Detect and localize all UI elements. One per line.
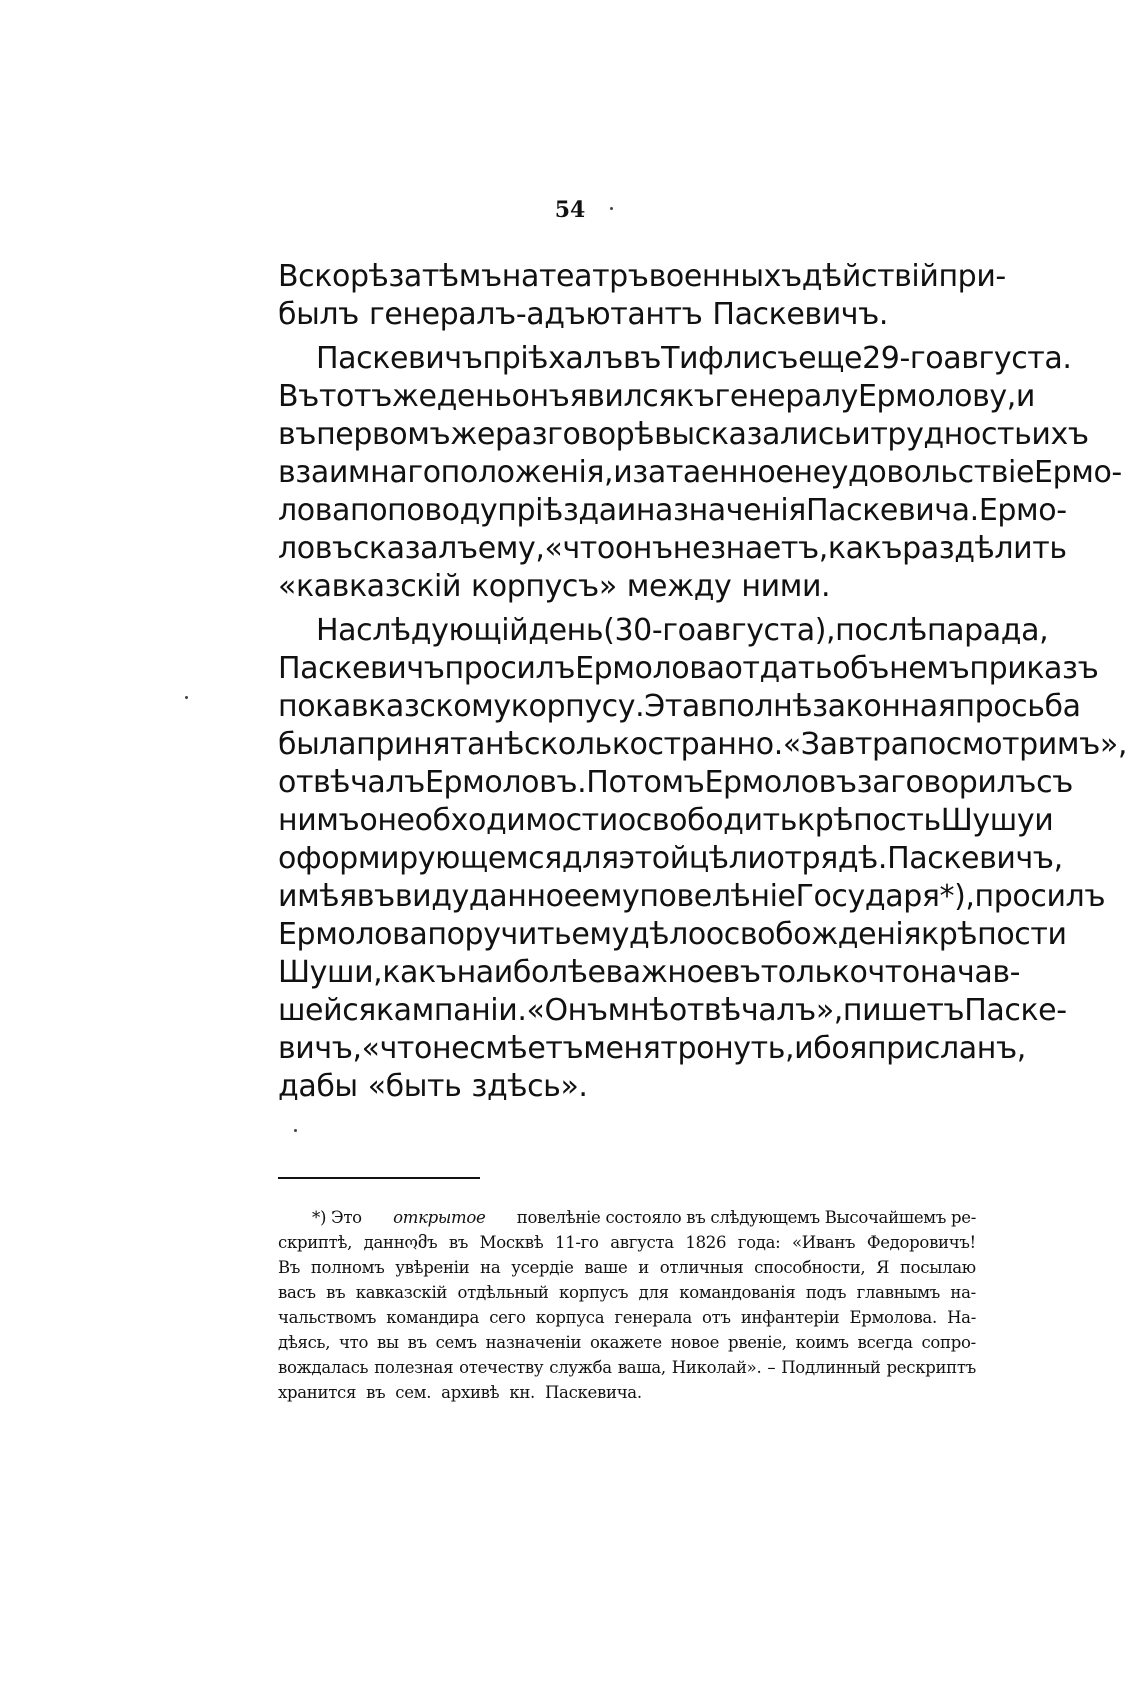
word: «что — [544, 531, 615, 566]
word: положенія, — [440, 455, 614, 490]
word: и — [1034, 803, 1054, 838]
word: что — [339, 1333, 369, 1352]
footnote-line — [278, 1330, 976, 1355]
word: «кавказскій — [278, 569, 462, 604]
word: вичъ, — [278, 1031, 362, 1066]
word: разговорѣ — [494, 417, 655, 452]
word: августа — [610, 1233, 674, 1252]
word: 29-го — [862, 341, 944, 376]
word: ихъ — [1031, 417, 1089, 452]
word: скриптѣ, — [278, 1233, 353, 1252]
word: Ермо- — [1034, 455, 1122, 490]
text-line — [278, 296, 978, 334]
text-line — [278, 340, 1072, 378]
word: знаетъ, — [710, 531, 828, 566]
word: Паскевичъ — [316, 341, 483, 376]
word: и — [616, 493, 636, 528]
word: Подлинный — [781, 1358, 881, 1377]
word: была — [278, 727, 357, 762]
word: посылаю — [899, 1258, 976, 1277]
word: цѣли — [688, 841, 767, 876]
word: заговорилъ — [856, 765, 1037, 800]
word: кн. — [509, 1383, 535, 1402]
word: служба — [549, 1358, 612, 1377]
word: «Иванъ — [791, 1233, 856, 1252]
word: нѣсколько — [485, 727, 648, 762]
word: назначеніи — [485, 1333, 582, 1352]
word: лова — [278, 493, 350, 528]
word: объ — [832, 651, 890, 686]
word: сопро- — [921, 1333, 976, 1352]
word: день — [436, 379, 512, 414]
text-line — [278, 726, 1127, 764]
word: виду — [394, 879, 469, 914]
word: затѣмъ — [388, 259, 502, 294]
word: корпусъ — [559, 1283, 629, 1302]
word: присланъ, — [866, 1031, 1026, 1066]
word: ваше — [584, 1258, 628, 1277]
word: слѣдующій — [356, 613, 529, 648]
word: «быть — [367, 1069, 462, 1104]
word: трудность — [870, 417, 1032, 452]
text-line — [278, 840, 1063, 878]
word: дѣйствій — [801, 259, 939, 294]
word: сем. — [395, 1383, 432, 1402]
word: ему — [581, 879, 640, 914]
word: нимъ — [278, 803, 360, 838]
word: день — [528, 613, 604, 648]
word: только — [760, 955, 868, 990]
word: пріѣхалъ — [482, 341, 623, 376]
word: не — [672, 531, 711, 566]
word: при- — [938, 259, 1006, 294]
word: какъ — [827, 531, 903, 566]
word: онъ — [511, 379, 570, 414]
word: новое — [670, 1333, 720, 1352]
word: дабы — [278, 1069, 358, 1104]
text-line — [278, 258, 1006, 296]
word: корпусъ» — [471, 569, 617, 604]
word: былъ — [278, 297, 359, 332]
text-line — [278, 688, 1081, 726]
word: на- — [950, 1283, 976, 1302]
word: дѣясь, — [278, 1333, 331, 1352]
word: тотъ — [318, 379, 392, 414]
word: отдать — [724, 651, 833, 686]
word: отрядѣ. — [766, 841, 888, 876]
word: крѣпость — [796, 803, 941, 838]
word: отличныя — [659, 1258, 744, 1277]
word: Ермоловъ. — [424, 765, 587, 800]
footnote-line — [278, 1230, 976, 1255]
word: рескриптъ — [886, 1358, 976, 1377]
word: имѣя — [278, 879, 357, 914]
word: въ — [366, 1383, 386, 1402]
word: вождалась — [278, 1358, 369, 1377]
word: формирующемся — [295, 841, 562, 876]
text-line — [278, 650, 1099, 688]
word: въ — [622, 341, 662, 376]
page-number: 54 — [554, 197, 586, 223]
word: немъ — [889, 651, 970, 686]
word: даннომъ — [363, 1233, 438, 1252]
word: пріѣзда — [497, 493, 617, 528]
word: Паскевича. — [544, 1383, 642, 1402]
word: 11-го — [555, 1233, 599, 1252]
word: этой — [618, 841, 689, 876]
word: театръ — [538, 259, 649, 294]
word: между — [626, 569, 732, 604]
word: августа), — [695, 613, 836, 648]
word: здѣсь». — [471, 1069, 588, 1104]
word: подъ — [805, 1283, 847, 1302]
word: сказалъ — [352, 531, 478, 566]
word: коимъ — [795, 1333, 849, 1352]
word: Потомъ — [586, 765, 705, 800]
word: корпуса — [535, 1308, 605, 1327]
word: принята — [356, 727, 486, 762]
word: о — [359, 803, 378, 838]
word: командира — [386, 1308, 480, 1327]
footnote-line — [278, 1355, 976, 1380]
word: данное — [468, 879, 582, 914]
word: что — [867, 955, 920, 990]
word: главнымъ — [856, 1283, 940, 1302]
word: смѣетъ — [469, 1031, 584, 1066]
word: начав- — [919, 955, 1021, 990]
word: парада, — [926, 613, 1049, 648]
word: Ермо- — [978, 493, 1067, 528]
word: на — [480, 1258, 501, 1277]
word: Федоровичъ! — [866, 1233, 976, 1252]
word: Ермолова. — [849, 1308, 937, 1327]
word: вполнѣ — [699, 689, 813, 724]
word: необходимости — [377, 803, 618, 838]
word: странно. — [647, 727, 783, 762]
footnote-line — [278, 1280, 976, 1305]
text-line — [278, 1068, 978, 1106]
word: назначенія — [635, 493, 806, 528]
word: какъ — [382, 955, 457, 990]
word: раздѣлить — [902, 531, 1067, 566]
word: шейся — [278, 993, 376, 1028]
word: послѣ — [835, 613, 927, 648]
word: не — [431, 1031, 470, 1066]
word: генерала — [614, 1308, 692, 1327]
word: поводу — [387, 493, 498, 528]
word: мнѣ — [607, 993, 669, 1028]
word: *), — [939, 879, 975, 914]
scan-speck — [610, 207, 613, 210]
word: ему — [571, 917, 629, 952]
scan-speck — [185, 696, 188, 699]
word: способности, — [754, 1258, 866, 1277]
footnote — [278, 1205, 976, 1405]
word: я — [849, 1031, 867, 1066]
word: 1826 — [685, 1233, 727, 1252]
word: по — [278, 689, 316, 724]
word: сего — [489, 1308, 526, 1327]
text-line — [278, 378, 1035, 416]
word: неудовольствіе — [793, 455, 1035, 490]
word: еще — [798, 341, 863, 376]
word: освобожденія — [705, 917, 921, 952]
word: тронуть, — [660, 1031, 795, 1066]
word: вы — [376, 1333, 399, 1352]
word: чальствомъ — [278, 1308, 377, 1327]
word: Ермолову, — [857, 379, 1016, 414]
word: крѣпости — [921, 917, 1067, 952]
word: инфантеріи — [740, 1308, 840, 1327]
word: Паскевичъ. — [712, 297, 889, 332]
word: На- — [947, 1308, 976, 1327]
word: съ — [1036, 765, 1073, 800]
word: рвеніе, — [727, 1333, 787, 1352]
word: въ — [278, 417, 317, 452]
word: Паскевичъ, — [887, 841, 1063, 876]
word: «Онъ — [526, 993, 608, 1028]
word: и — [1015, 379, 1035, 414]
footnote-line — [278, 1380, 976, 1405]
word: Ермолова — [575, 651, 725, 686]
word: архивѣ — [441, 1383, 500, 1402]
word: отечеству — [459, 1358, 544, 1377]
word: ибо — [794, 1031, 850, 1066]
word: «что — [361, 1031, 432, 1066]
word: въ — [326, 1283, 346, 1302]
word: для — [561, 841, 619, 876]
word: отдѣльный — [457, 1283, 549, 1302]
word: взаимнаго — [278, 455, 441, 490]
word: полезная — [374, 1358, 454, 1377]
word: въ — [722, 955, 761, 990]
word: отъ — [702, 1308, 731, 1327]
text-line — [278, 764, 1073, 802]
word: Эта — [644, 689, 700, 724]
word: Въ — [278, 1258, 301, 1277]
word: Тифлисъ — [661, 341, 799, 376]
word: затаенное — [632, 455, 794, 490]
word: высказались — [654, 417, 852, 452]
word: отвѣчалъ», — [668, 993, 843, 1028]
word: и — [638, 1258, 649, 1277]
text-line — [278, 954, 1021, 992]
word: окажете — [590, 1333, 662, 1352]
word: въ — [407, 1333, 427, 1352]
word: онъ — [614, 531, 673, 566]
word: полномъ — [310, 1258, 385, 1277]
word: просилъ — [974, 879, 1106, 914]
word: меня — [583, 1031, 661, 1066]
word: же — [391, 379, 437, 414]
footnote-marker-text: *) Это — [312, 1208, 362, 1227]
word: августа. — [943, 341, 1072, 376]
word: Паскевичъ — [278, 651, 445, 686]
word: Въ — [278, 379, 319, 414]
text-line — [278, 916, 1067, 954]
word: хранится — [278, 1383, 357, 1402]
text-line — [278, 1030, 1026, 1068]
word: Паске- — [964, 993, 1067, 1028]
word: Шушу — [940, 803, 1035, 838]
footnote-line-rest: повелѣніе состояло въ слѣдующемъ Высочайшемъ ре- — [516, 1208, 976, 1227]
word: ними. — [741, 569, 831, 604]
word: генералъ-адъютантъ — [368, 297, 703, 332]
word: первомъ — [316, 417, 451, 452]
word: На — [316, 613, 357, 648]
word: ему, — [477, 531, 545, 566]
word: законная — [812, 689, 956, 724]
word: дѣло — [629, 917, 706, 952]
word: «Завтра — [782, 727, 909, 762]
footnote-line — [278, 1305, 976, 1330]
word: и — [851, 417, 871, 452]
word: Я — [876, 1258, 890, 1277]
word: отвѣчалъ — [278, 765, 425, 800]
word: кавказскому — [315, 689, 511, 724]
word: Москвѣ — [479, 1233, 544, 1252]
word: корпусу. — [510, 689, 645, 724]
word: въ — [356, 879, 395, 914]
word: пишетъ — [842, 993, 965, 1028]
word: – — [767, 1358, 776, 1377]
word: Государя — [795, 879, 940, 914]
word: семъ — [435, 1333, 477, 1352]
word: военныхъ — [648, 259, 802, 294]
text-line — [278, 612, 1049, 650]
word: повелѣніе — [639, 879, 796, 914]
scan-speck — [294, 1129, 297, 1132]
text-line — [278, 492, 1067, 530]
word: поручить — [427, 917, 572, 952]
word: Николай». — [671, 1358, 762, 1377]
word: просьба — [955, 689, 1081, 724]
word: явился — [569, 379, 676, 414]
footnote-emphasis: открытое — [393, 1208, 486, 1227]
word: Ермолова — [278, 917, 428, 952]
word: о — [278, 841, 296, 876]
main-text — [278, 258, 1127, 1106]
text-line — [278, 802, 1054, 840]
word: на — [501, 259, 539, 294]
word: важное — [605, 955, 723, 990]
word: Шуши, — [278, 955, 383, 990]
word: посмотримъ», — [908, 727, 1127, 762]
word: Ермоловъ — [704, 765, 857, 800]
text-line — [278, 416, 1089, 454]
word: года: — [737, 1233, 781, 1252]
text-line — [278, 454, 1122, 492]
word: Вскорѣ — [278, 259, 389, 294]
text-line — [278, 530, 1067, 568]
word: по — [350, 493, 388, 528]
word: (30-го — [603, 613, 696, 648]
word: васъ — [278, 1283, 316, 1302]
word: приказъ — [969, 651, 1099, 686]
word: ловъ — [278, 531, 353, 566]
word: въ — [448, 1233, 469, 1252]
word: усердіе — [511, 1258, 574, 1277]
footnote-line — [278, 1255, 976, 1280]
word: же — [450, 417, 495, 452]
text-line — [278, 568, 978, 606]
word: наиболѣе — [456, 955, 606, 990]
word: командованія — [679, 1283, 796, 1302]
word: кампаніи. — [375, 993, 527, 1028]
word: всегда — [857, 1333, 913, 1352]
word: генералу — [714, 379, 858, 414]
text-line — [278, 992, 1067, 1030]
word: къ — [676, 379, 715, 414]
word: просилъ — [444, 651, 576, 686]
word: увѣреніи — [395, 1258, 470, 1277]
text-line — [278, 878, 1106, 916]
word: для — [638, 1283, 669, 1302]
footnote-line — [278, 1205, 976, 1230]
word: и — [613, 455, 633, 490]
word: ваша, — [617, 1358, 666, 1377]
word: Паскевича. — [805, 493, 979, 528]
word: освободить — [617, 803, 797, 838]
footnote-divider — [278, 1177, 480, 1179]
word: кавказскій — [355, 1283, 448, 1302]
